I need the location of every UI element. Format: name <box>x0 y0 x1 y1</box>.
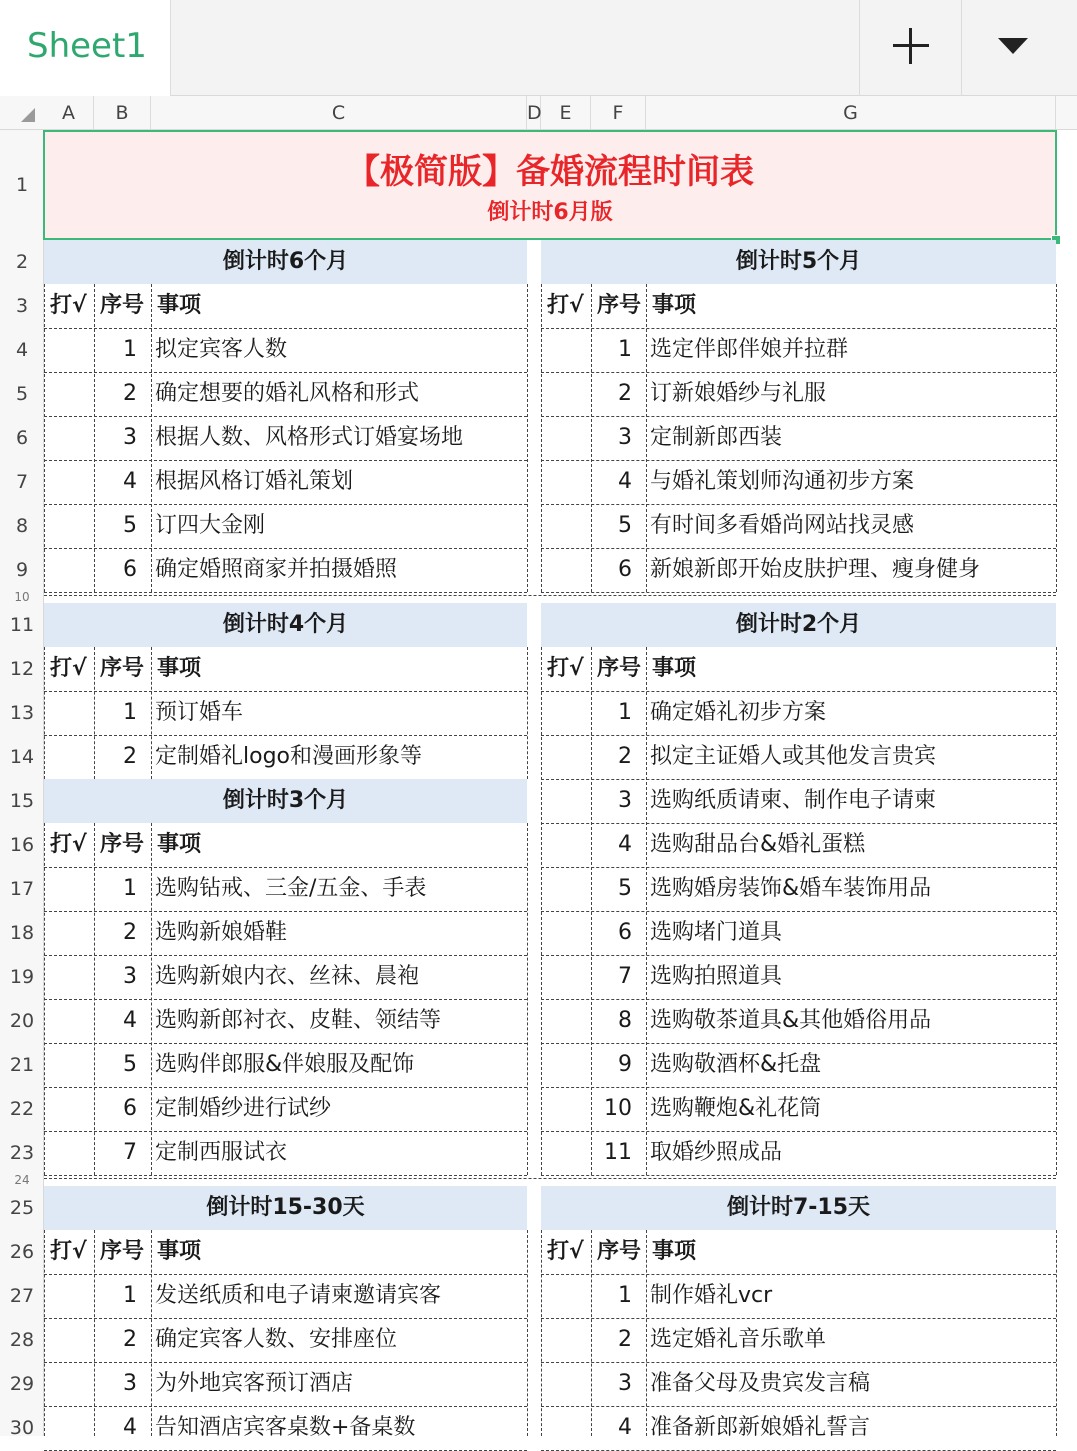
row-divider <box>541 911 1056 912</box>
row-header-2[interactable]: 2 <box>15 251 29 273</box>
task-item[interactable]: 选购拍照道具 <box>650 964 783 989</box>
check-header: 打√ <box>547 293 584 318</box>
column-header-bar <box>0 96 1077 130</box>
checkbox-cell[interactable] <box>44 691 94 735</box>
select-all-corner[interactable] <box>0 96 44 130</box>
section-title-m3: 倒计时3个月 <box>44 779 527 823</box>
row-header-5[interactable]: 5 <box>15 383 29 405</box>
row-header-27[interactable]: 27 <box>9 1285 35 1307</box>
index-header: 序号 <box>597 1239 642 1264</box>
task-item[interactable]: 预订婚车 <box>155 700 244 725</box>
task-item[interactable]: 选购新郎衬衣、皮鞋、领结等 <box>155 1008 442 1033</box>
corner-triangle-icon <box>21 108 35 122</box>
item-index: 6 <box>618 557 632 582</box>
check-header: 打√ <box>547 656 584 681</box>
row-header-12[interactable]: 12 <box>9 658 35 680</box>
row-divider <box>44 1318 527 1319</box>
row-header-22[interactable]: 22 <box>9 1098 35 1120</box>
row-divider <box>44 1087 527 1088</box>
section-title-m5: 倒计时5个月 <box>541 240 1056 284</box>
row-divider <box>541 1175 1056 1176</box>
row-divider <box>44 592 527 593</box>
sheet-title: 【极简版】备婚流程时间表 <box>346 152 754 192</box>
item-index: 11 <box>604 1140 632 1165</box>
item-index: 2 <box>123 381 137 406</box>
item-index: 5 <box>618 513 632 538</box>
row-header-30[interactable]: 30 <box>9 1417 35 1439</box>
gap-divider <box>44 1178 1056 1179</box>
task-item[interactable]: 告知酒店宾客桌数+备桌数 <box>155 1415 416 1440</box>
item-index: 1 <box>123 1283 137 1308</box>
item-index: 3 <box>123 1371 137 1396</box>
item-index: 1 <box>618 337 632 362</box>
row-divider <box>541 504 1056 505</box>
row-divider <box>541 1131 1056 1132</box>
checkbox-cell[interactable] <box>44 504 94 548</box>
row-header-10[interactable]: 10 <box>14 590 30 604</box>
item-index: 4 <box>123 1008 137 1033</box>
column-divider <box>591 647 592 1175</box>
task-item[interactable]: 选购伴郎服&伴娘服及配饰 <box>155 1052 415 1077</box>
checkbox-cell[interactable] <box>541 1362 591 1406</box>
item-index: 8 <box>618 1008 632 1033</box>
checkbox-cell[interactable] <box>541 1274 591 1318</box>
item-index: 4 <box>618 469 632 494</box>
column-divider <box>527 647 528 779</box>
column-divider <box>44 1230 45 1436</box>
row-header-8[interactable]: 8 <box>15 515 29 537</box>
task-item[interactable]: 选购敬茶道具&其他婚俗用品 <box>650 1008 932 1033</box>
column-divider <box>94 1230 95 1436</box>
checkbox-cell[interactable] <box>44 460 94 504</box>
item-index: 6 <box>618 920 632 945</box>
row-divider <box>541 548 1056 549</box>
task-item[interactable]: 选购婚房装饰&婚车装饰用品 <box>650 876 932 901</box>
row-header-25[interactable]: 25 <box>9 1197 35 1219</box>
row-divider <box>44 691 527 692</box>
row-header-21[interactable]: 21 <box>9 1054 35 1076</box>
task-item[interactable]: 选购甜品台&婚礼蛋糕 <box>650 832 866 857</box>
task-item[interactable]: 订四大金刚 <box>155 513 266 538</box>
row-divider <box>541 1274 1056 1275</box>
row-divider <box>541 691 1056 692</box>
item-index: 7 <box>123 1140 137 1165</box>
section-title-m4: 倒计时4个月 <box>44 603 527 647</box>
task-item[interactable]: 准备父母及贵宾发言稿 <box>650 1371 871 1396</box>
checkbox-cell[interactable] <box>541 372 591 416</box>
row-header-29[interactable]: 29 <box>9 1373 35 1395</box>
item-index: 7 <box>618 964 632 989</box>
item-index: 9 <box>618 1052 632 1077</box>
sheet-menu-button[interactable] <box>962 0 1077 96</box>
row-header-3[interactable]: 3 <box>15 295 29 317</box>
section-title-d7_15: 倒计时7-15天 <box>541 1186 1056 1230</box>
row-divider <box>44 1406 527 1407</box>
item-index: 3 <box>123 964 137 989</box>
row-divider <box>44 1362 527 1363</box>
row-divider <box>44 328 527 329</box>
row-header-19[interactable]: 19 <box>9 966 35 988</box>
column-divider <box>527 1230 528 1436</box>
checkbox-cell[interactable] <box>541 911 591 955</box>
row-divider <box>541 735 1056 736</box>
row-divider <box>44 735 527 736</box>
item-index: 3 <box>618 788 632 813</box>
task-item[interactable]: 定制西服试衣 <box>155 1140 288 1165</box>
item-index: 1 <box>123 337 137 362</box>
task-item[interactable]: 选购堵门道具 <box>650 920 783 945</box>
row-header-9[interactable]: 9 <box>15 559 29 581</box>
checkbox-cell[interactable] <box>44 1406 94 1450</box>
checkbox-cell[interactable] <box>541 1318 591 1362</box>
row-divider <box>541 1318 1056 1319</box>
column-divider <box>527 284 528 592</box>
check-header: 打√ <box>50 1239 87 1264</box>
checkbox-cell[interactable] <box>541 1131 591 1175</box>
checkbox-cell[interactable] <box>44 1131 94 1175</box>
row-divider <box>541 1406 1056 1407</box>
column-divider <box>44 823 45 1175</box>
item-index: 1 <box>123 876 137 901</box>
task-item[interactable]: 有时间多看婚尚网站找灵感 <box>650 513 915 538</box>
add-sheet-button[interactable] <box>859 0 962 96</box>
task-item[interactable]: 选定婚礼音乐歌单 <box>650 1327 827 1352</box>
column-divider <box>591 284 592 592</box>
item-index: 2 <box>618 381 632 406</box>
checkbox-cell[interactable] <box>541 1406 591 1450</box>
row-header-17[interactable]: 17 <box>9 878 35 900</box>
checkbox-cell[interactable] <box>541 691 591 735</box>
item-index: 4 <box>618 1415 632 1440</box>
row-divider <box>44 416 527 417</box>
task-item[interactable]: 定制婚纱进行试纱 <box>155 1096 332 1121</box>
row-divider <box>541 823 1056 824</box>
checkbox-cell[interactable] <box>44 416 94 460</box>
task-item[interactable]: 选购新娘内衣、丝袜、晨袍 <box>155 964 420 989</box>
row-header-14[interactable]: 14 <box>9 746 35 768</box>
row-header-11[interactable]: 11 <box>9 614 35 636</box>
column-divider <box>646 1230 647 1436</box>
column-divider <box>1056 1230 1057 1436</box>
check-header: 打√ <box>50 656 87 681</box>
row-header-13[interactable]: 13 <box>9 702 35 724</box>
task-item[interactable]: 定制婚礼logo和漫画形象等 <box>155 744 422 769</box>
checkbox-cell[interactable] <box>44 999 94 1043</box>
checkbox-cell[interactable] <box>44 1362 94 1406</box>
row-header-16[interactable]: 16 <box>9 834 35 856</box>
item-index: 2 <box>123 920 137 945</box>
row-header-24[interactable]: 24 <box>14 1173 30 1187</box>
item-index: 3 <box>618 1371 632 1396</box>
column-divider <box>94 284 95 592</box>
checkbox-cell[interactable] <box>541 1087 591 1131</box>
checkbox-cell[interactable] <box>44 328 94 372</box>
row-header-6[interactable]: 6 <box>15 427 29 449</box>
item-index: 1 <box>123 700 137 725</box>
task-item[interactable]: 新娘新郎开始皮肤护理、瘦身健身 <box>650 557 981 582</box>
task-item[interactable]: 根据风格订婚礼策划 <box>155 469 354 494</box>
item-header: 事项 <box>652 1239 697 1264</box>
row-divider <box>541 592 1056 593</box>
column-divider <box>94 647 95 779</box>
row-divider <box>541 779 1056 780</box>
column-divider <box>44 284 45 592</box>
item-header: 事项 <box>157 832 202 857</box>
row-divider <box>541 328 1056 329</box>
checkbox-cell[interactable] <box>44 911 94 955</box>
row-divider <box>44 1274 527 1275</box>
row-divider <box>541 1087 1056 1088</box>
task-item[interactable]: 选购纸质请柬、制作电子请柬 <box>650 788 937 813</box>
checkbox-cell[interactable] <box>44 548 94 592</box>
row-divider <box>44 911 527 912</box>
row-divider <box>44 504 527 505</box>
task-item[interactable]: 根据人数、风格形式订婚宴场地 <box>155 425 464 450</box>
item-index: 2 <box>618 744 632 769</box>
row-divider <box>541 460 1056 461</box>
checkbox-cell[interactable] <box>44 955 94 999</box>
row-divider <box>44 867 527 868</box>
row-divider <box>541 372 1056 373</box>
row-header-1[interactable]: 1 <box>15 174 29 196</box>
task-item[interactable]: 选定伴郎伴娘并拉群 <box>650 337 849 362</box>
item-index: 4 <box>123 1415 137 1440</box>
section-title-m6: 倒计时6个月 <box>44 240 527 284</box>
column-divider <box>151 1230 152 1436</box>
column-header-b[interactable]: B <box>94 96 151 130</box>
row-header-7[interactable]: 7 <box>15 471 29 493</box>
item-index: 1 <box>618 700 632 725</box>
checkbox-cell[interactable] <box>541 416 591 460</box>
column-header-e[interactable]: E <box>541 96 591 130</box>
column-header-g[interactable]: G <box>646 96 1056 130</box>
column-divider <box>151 823 152 1175</box>
task-item[interactable]: 为外地宾客预订酒店 <box>155 1371 354 1396</box>
task-item[interactable]: 选购钻戒、三金/五金、手表 <box>155 876 427 901</box>
item-index: 5 <box>618 876 632 901</box>
index-header: 序号 <box>597 656 642 681</box>
row-divider <box>44 460 527 461</box>
row-divider <box>541 999 1056 1000</box>
column-divider <box>1056 284 1057 592</box>
item-index: 3 <box>123 425 137 450</box>
gap-divider <box>44 595 1056 596</box>
row-divider <box>541 867 1056 868</box>
checkbox-cell[interactable] <box>541 955 591 999</box>
row-divider <box>541 416 1056 417</box>
task-item[interactable]: 确定婚照商家并拍摄婚照 <box>155 557 398 582</box>
task-item[interactable]: 确定宾客人数、安排座位 <box>155 1327 398 1352</box>
row-header-28[interactable]: 28 <box>9 1329 35 1351</box>
task-item[interactable]: 拟定宾客人数 <box>155 337 288 362</box>
column-divider <box>646 647 647 1175</box>
row-divider <box>44 372 527 373</box>
checkbox-cell[interactable] <box>541 999 591 1043</box>
row-header-26[interactable]: 26 <box>9 1241 35 1263</box>
index-header: 序号 <box>100 656 145 681</box>
column-header-d[interactable]: D <box>527 96 541 130</box>
task-item[interactable]: 确定婚礼初步方案 <box>650 700 827 725</box>
checkbox-cell[interactable] <box>541 867 591 911</box>
item-index: 6 <box>123 1096 137 1121</box>
column-divider <box>151 647 152 779</box>
column-divider <box>94 823 95 1175</box>
row-divider <box>44 999 527 1000</box>
task-item[interactable]: 选购鞭炮&礼花筒 <box>650 1096 822 1121</box>
task-item[interactable]: 确定想要的婚礼风格和形式 <box>155 381 420 406</box>
column-divider <box>541 1230 542 1436</box>
checkbox-cell[interactable] <box>541 823 591 867</box>
section-title-m2: 倒计时2个月 <box>541 603 1056 647</box>
task-item[interactable]: 制作婚礼vcr <box>650 1283 773 1308</box>
task-item[interactable]: 发送纸质和电子请柬邀请宾客 <box>155 1283 442 1308</box>
column-header-a[interactable]: A <box>44 96 94 130</box>
checkbox-cell[interactable] <box>44 735 94 779</box>
column-divider <box>541 284 542 592</box>
index-header: 序号 <box>100 293 145 318</box>
row-divider <box>44 1043 527 1044</box>
row-header-bar <box>0 130 44 1439</box>
column-header-c[interactable]: C <box>151 96 527 130</box>
checkbox-cell[interactable] <box>44 372 94 416</box>
row-divider <box>44 1131 527 1132</box>
item-header: 事项 <box>652 656 697 681</box>
section-title-d15_30: 倒计时15-30天 <box>44 1186 527 1230</box>
task-item[interactable]: 选购敬酒杯&托盘 <box>650 1052 822 1077</box>
index-header: 序号 <box>100 1239 145 1264</box>
task-item[interactable]: 取婚纱照成品 <box>650 1140 783 1165</box>
column-divider <box>1056 647 1057 1175</box>
index-header: 序号 <box>100 832 145 857</box>
checkbox-cell[interactable] <box>541 328 591 372</box>
checkbox-cell[interactable] <box>541 1043 591 1087</box>
checkbox-cell[interactable] <box>44 1274 94 1318</box>
check-header: 打√ <box>50 832 87 857</box>
checkbox-cell[interactable] <box>44 1043 94 1087</box>
task-item[interactable]: 订新娘婚纱与礼服 <box>650 381 827 406</box>
task-item[interactable]: 与婚礼策划师沟通初步方案 <box>650 469 915 494</box>
checkbox-cell[interactable] <box>541 460 591 504</box>
checkbox-cell[interactable] <box>44 1087 94 1131</box>
item-index: 6 <box>123 557 137 582</box>
row-divider <box>541 1362 1056 1363</box>
checkbox-cell[interactable] <box>541 735 591 779</box>
column-divider <box>646 284 647 592</box>
item-header: 事项 <box>157 293 202 318</box>
caret-down-icon <box>998 38 1028 54</box>
item-index: 1 <box>618 1283 632 1308</box>
checkbox-cell[interactable] <box>44 1318 94 1362</box>
item-index: 2 <box>123 1327 137 1352</box>
checkbox-cell[interactable] <box>44 867 94 911</box>
check-header: 打√ <box>547 1239 584 1264</box>
item-index: 5 <box>123 513 137 538</box>
item-index: 2 <box>123 744 137 769</box>
row-divider <box>44 548 527 549</box>
index-header: 序号 <box>597 293 642 318</box>
column-divider <box>44 647 45 779</box>
item-index: 4 <box>123 469 137 494</box>
row-divider <box>541 1043 1056 1044</box>
tab-sheet1[interactable]: Sheet1 <box>0 0 171 96</box>
item-header: 事项 <box>157 656 202 681</box>
row-header-20[interactable]: 20 <box>9 1010 35 1032</box>
task-item[interactable]: 定制新郎西装 <box>650 425 783 450</box>
task-item[interactable]: 准备新郎新娘婚礼誓言 <box>650 1415 871 1440</box>
column-divider <box>541 647 542 1175</box>
check-header: 打√ <box>50 293 87 318</box>
item-index: 3 <box>618 425 632 450</box>
row-divider <box>44 1175 527 1176</box>
item-index: 4 <box>618 832 632 857</box>
row-header-15[interactable]: 15 <box>9 790 35 812</box>
checkbox-cell[interactable] <box>541 548 591 592</box>
column-divider <box>591 1230 592 1436</box>
row-divider <box>44 955 527 956</box>
item-header: 事项 <box>157 1239 202 1264</box>
item-index: 2 <box>618 1327 632 1352</box>
column-divider <box>527 823 528 1175</box>
task-item[interactable]: 选购新娘婚鞋 <box>155 920 288 945</box>
item-index: 10 <box>604 1096 632 1121</box>
column-divider <box>151 284 152 592</box>
item-header: 事项 <box>652 293 697 318</box>
row-divider <box>541 955 1056 956</box>
sheet-subtitle: 倒计时6月版 <box>487 200 613 225</box>
row-header-18[interactable]: 18 <box>9 922 35 944</box>
item-index: 5 <box>123 1052 137 1077</box>
row-header-23[interactable]: 23 <box>9 1142 35 1164</box>
checkbox-cell[interactable] <box>541 504 591 548</box>
row-header-4[interactable]: 4 <box>15 339 29 361</box>
column-header-f[interactable]: F <box>591 96 646 130</box>
task-item[interactable]: 拟定主证婚人或其他发言贵宾 <box>650 744 937 769</box>
checkbox-cell[interactable] <box>541 779 591 823</box>
